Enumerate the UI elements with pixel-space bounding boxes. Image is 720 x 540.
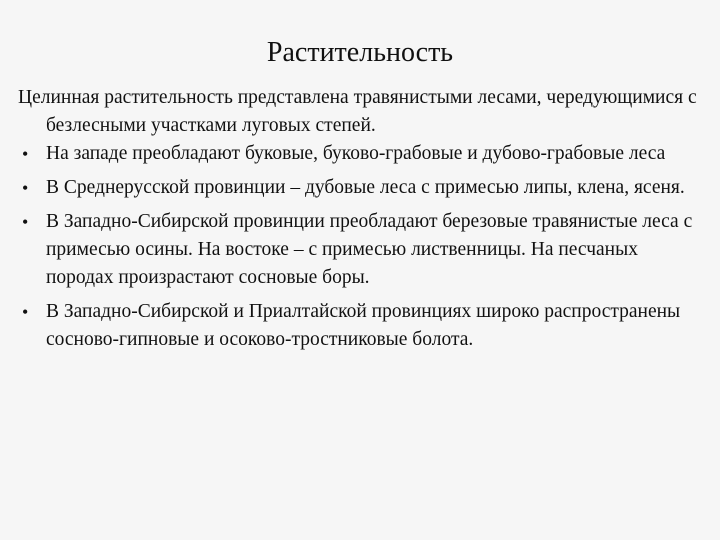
bullet-text: В Западно-Сибирской провинции преобладают березовые травянистые леса с примесью осины. На востоке – с примесью лиственницы. На песчаных породах произрастают сосновые боры. bbox=[46, 211, 693, 288]
bullet-icon: • bbox=[22, 302, 29, 322]
list-item bbox=[18, 174, 704, 202]
bullet-icon: • bbox=[22, 178, 29, 198]
slide-title: Растительность bbox=[266, 37, 454, 68]
list-item bbox=[18, 208, 704, 292]
bullet-icon: • bbox=[22, 212, 29, 232]
bullet-list bbox=[18, 140, 704, 360]
bullet-text: В Западно-Сибирской и Приалтайской провинциях широко распространены сосново-гипновые и осоково-тростниковые болота. bbox=[46, 301, 681, 350]
bullet-text: В Среднерусской провинции – дубовые леса с примесью липы, клена, ясеня. bbox=[46, 177, 685, 198]
bullet-text: На западе преобладают буковые, буково-грабовые и дубово-грабовые леса bbox=[46, 143, 666, 164]
bullet-icon: • bbox=[22, 144, 29, 164]
intro-paragraph: Целинная растительность представлена травянистыми лесами, чередующимися с безлесными участками луговых степей. bbox=[18, 87, 697, 136]
list-item bbox=[18, 298, 704, 354]
list-item bbox=[18, 140, 704, 168]
